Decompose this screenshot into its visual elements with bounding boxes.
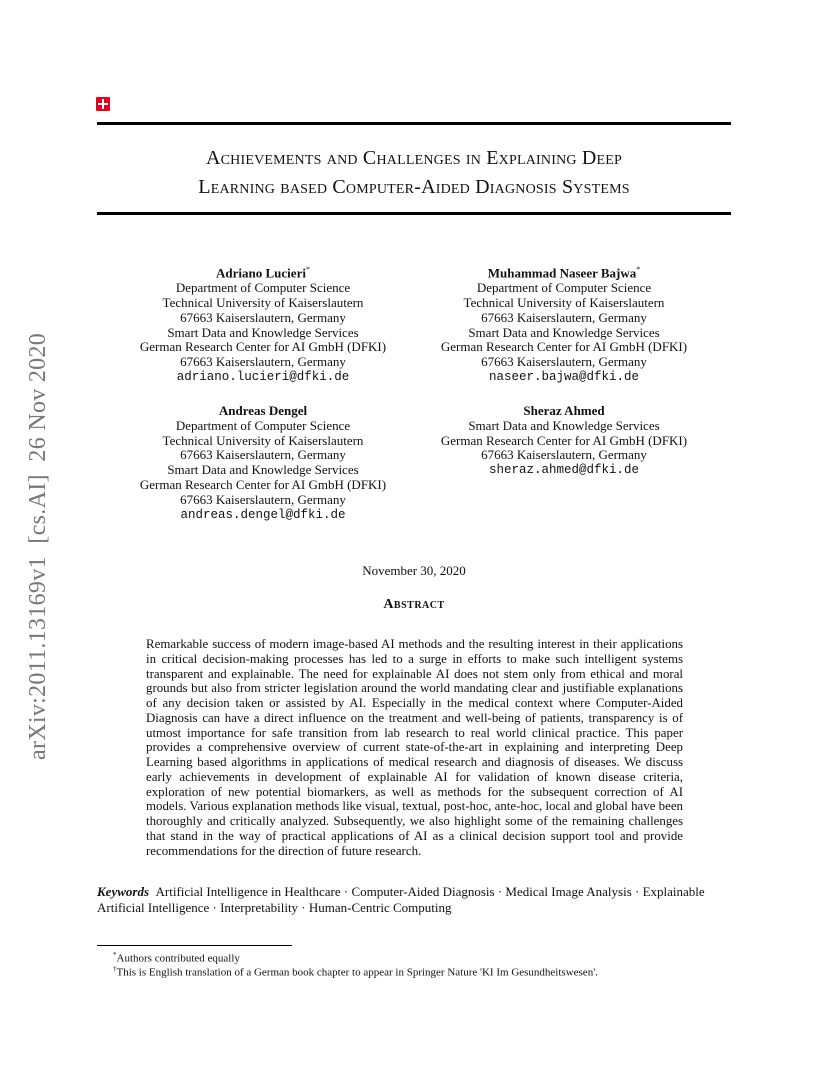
footnote-mark: * (113, 951, 117, 959)
footnote-mark: † (113, 965, 117, 973)
keywords-text: Artificial Intelligence in Healthcare · Computer-Aided Diagnosis · Medical Image Analysis · Explainable Artificial Intelligence · Interpretability · Human-Centric Computing (97, 884, 705, 915)
author-name: Adriano Lucieri* (216, 265, 310, 281)
affiliation-line: 67663 Kaiserslautern, Germany (180, 354, 346, 370)
affiliation-line: Technical University of Kaiserslautern (463, 294, 665, 310)
paper-date: November 30, 2020 (362, 563, 466, 578)
title-bottom-rule (97, 212, 731, 215)
affiliation-line: Technical University of Kaiserslautern (162, 432, 364, 448)
affiliation-line: 67663 Kaiserslautern, Germany (481, 354, 647, 370)
affiliation-line: Technical University of Kaiserslautern (162, 294, 364, 310)
title-top-rule (97, 122, 731, 125)
title-line-2: Learning based Computer-Aided Diagnosis Systems (198, 176, 630, 198)
keywords-label: Keywords (97, 884, 149, 899)
affiliation-line: German Research Center for AI GmbH (DFKI) (440, 339, 688, 355)
affiliation-line: Smart Data and Knowledge Services (167, 324, 359, 340)
keywords (97, 884, 737, 915)
university-logo-icon (96, 97, 110, 111)
affiliation-line: 67663 Kaiserslautern, Germany (481, 447, 647, 463)
affiliation-line: 67663 Kaiserslautern, Germany (180, 309, 346, 325)
author-email[interactable]: andreas.dengel@dfki.de (180, 507, 346, 522)
footnote-text: Authors contributed equally (116, 952, 240, 965)
author-email[interactable]: naseer.bajwa@dfki.de (488, 369, 640, 384)
arxiv-side-label: arXiv:2011.13169v1 [cs.AI] 26 Nov 2020 (25, 332, 51, 760)
affiliation-line: 67663 Kaiserslautern, Germany (180, 491, 346, 507)
affiliation-line: Department of Computer Science (175, 417, 351, 433)
title-line-1: Achievements and Challenges in Explaining Deep (205, 147, 623, 169)
author-block-ahmed (414, 404, 714, 478)
affiliation-line: Smart Data and Knowledge Services (468, 324, 660, 340)
footnote-text: This is English translation of a German book chapter to appear in Springer Nature 'KI Im Gesundheitswesen'. (116, 966, 598, 979)
author-block-bajwa (414, 263, 714, 385)
affiliation-line: Department of Computer Science (476, 280, 652, 296)
author-name: Andreas Dengel (218, 403, 308, 418)
author-mark: * (305, 265, 310, 274)
affiliation-line: German Research Center for AI GmbH (DFKI) (139, 476, 387, 492)
affiliation-line: 67663 Kaiserslautern, Germany (180, 447, 346, 463)
author-email[interactable]: sheraz.ahmed@dfki.de (488, 463, 640, 478)
author-mark: * (636, 265, 641, 274)
footnote-2 (113, 963, 598, 980)
author-block-dengel (113, 404, 413, 522)
abstract-text: Remarkable success of modern image-based AI methods and the resulting interest in their applications in critical decision-making processes has led to a surge in efforts to make such intelligent systems transparent and explainable. The need for explainable AI does not stem only from ethical and moral grounds but also from stricter legislation around the world mandating clear and justifiable explanations of any decision taken or assisted by AI. Especially in the medical context where Computer-Aided Diagnosis can have a direct influence on the treatment and well-being of patients, transparency is of utmost importance for safe transition from lab research to real world clinical practice. This paper provides a comprehensive overview of current state-of-the-art in explaining and interpreting Deep Learning based algorithms in applications of medical research and diagnosis of diseases. We discuss early achievements in development of explainable AI for validation of known disease criteria, exploration of new potential biomarkers, as well as methods for the subsequent correction of AI models. Various explanation methods like visual, textual, post-hoc, ante-hoc, local and global have been thoroughly and critically analyzed. Subsequently, we also highlight some of the remaining challenges that stand in the way of practical applications of AI as a clinical decision support tool and provide recommendations for the direction of future research. (146, 637, 683, 858)
affiliation-line: Smart Data and Knowledge Services (167, 462, 359, 478)
affiliation-line: Department of Computer Science (175, 280, 351, 296)
affiliation-line: German Research Center for AI GmbH (DFKI) (440, 432, 688, 448)
author-block-lucieri (113, 263, 413, 385)
author-email[interactable]: adriano.lucieri@dfki.de (176, 369, 350, 384)
affiliation-line: Smart Data and Knowledge Services (468, 417, 660, 433)
affiliation-line: German Research Center for AI GmbH (DFKI) (139, 339, 387, 355)
affiliation-line: 67663 Kaiserslautern, Germany (481, 309, 647, 325)
author-name: Sheraz Ahmed (523, 403, 605, 418)
paper-title (97, 144, 731, 202)
footnote-rule (97, 945, 292, 946)
author-name: Muhammad Naseer Bajwa* (487, 265, 641, 281)
abstract-heading: Abstract (383, 597, 445, 612)
